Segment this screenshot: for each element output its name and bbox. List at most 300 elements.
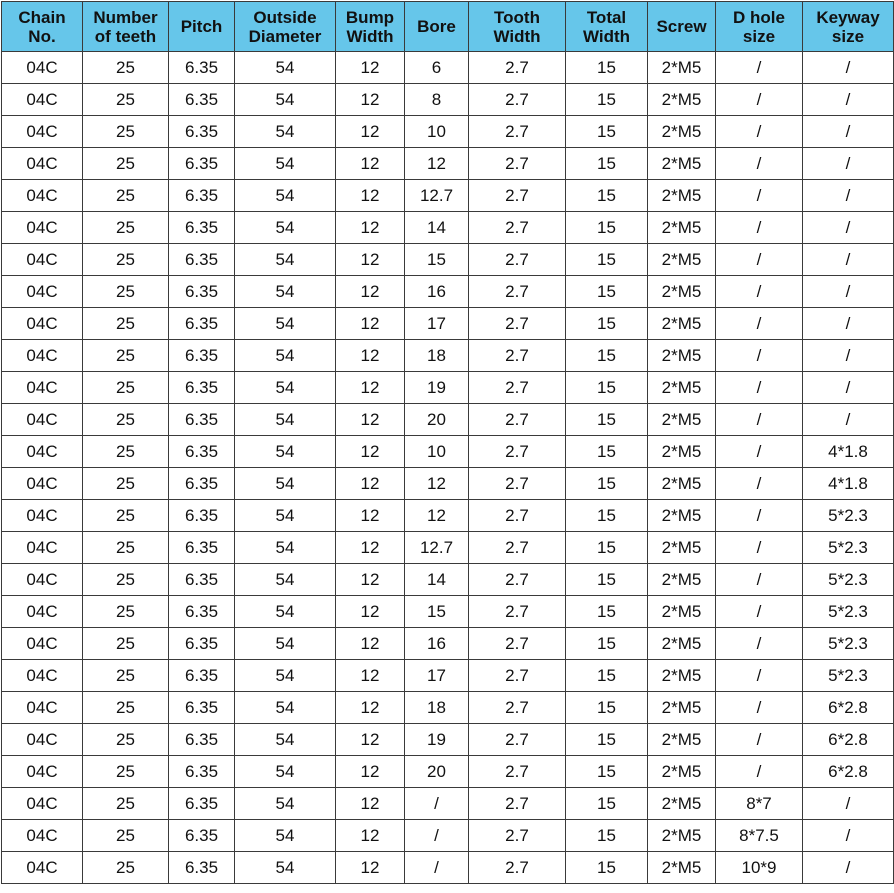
cell-keyway-size: / [803, 372, 894, 404]
cell-chain-no: 04C [2, 276, 83, 308]
cell-keyway-size: / [803, 244, 894, 276]
cell-tooth-width: 2.7 [469, 852, 566, 884]
cell-outside-diameter: 54 [235, 372, 336, 404]
cell-number-of-teeth: 25 [83, 212, 169, 244]
cell-d-hole-size: / [716, 148, 803, 180]
cell-d-hole-size: / [716, 180, 803, 212]
cell-bore: 20 [405, 756, 469, 788]
cell-d-hole-size: / [716, 468, 803, 500]
cell-total-width: 15 [566, 852, 648, 884]
cell-tooth-width: 2.7 [469, 692, 566, 724]
cell-tooth-width: 2.7 [469, 788, 566, 820]
cell-screw: 2*M5 [648, 404, 716, 436]
cell-chain-no: 04C [2, 308, 83, 340]
cell-tooth-width: 2.7 [469, 820, 566, 852]
cell-total-width: 15 [566, 468, 648, 500]
cell-chain-no: 04C [2, 628, 83, 660]
cell-number-of-teeth: 25 [83, 340, 169, 372]
cell-number-of-teeth: 25 [83, 52, 169, 84]
cell-bore: 20 [405, 404, 469, 436]
cell-tooth-width: 2.7 [469, 148, 566, 180]
cell-outside-diameter: 54 [235, 756, 336, 788]
cell-keyway-size: / [803, 404, 894, 436]
cell-screw: 2*M5 [648, 660, 716, 692]
table-row [2, 788, 894, 820]
cell-d-hole-size: / [716, 564, 803, 596]
cell-tooth-width: 2.7 [469, 180, 566, 212]
cell-screw: 2*M5 [648, 692, 716, 724]
cell-chain-no: 04C [2, 692, 83, 724]
cell-bump-width: 12 [336, 788, 405, 820]
cell-bore: 17 [405, 308, 469, 340]
cell-chain-no: 04C [2, 468, 83, 500]
cell-outside-diameter: 54 [235, 308, 336, 340]
cell-outside-diameter: 54 [235, 628, 336, 660]
cell-bore: 6 [405, 52, 469, 84]
cell-outside-diameter: 54 [235, 852, 336, 884]
table-row [2, 244, 894, 276]
cell-tooth-width: 2.7 [469, 596, 566, 628]
table-row [2, 276, 894, 308]
cell-bore: 14 [405, 564, 469, 596]
cell-pitch: 6.35 [169, 372, 235, 404]
cell-bore: 19 [405, 724, 469, 756]
cell-tooth-width: 2.7 [469, 468, 566, 500]
cell-bore: 12.7 [405, 532, 469, 564]
cell-screw: 2*M5 [648, 180, 716, 212]
col-header-d-hole-size: D hole size [716, 2, 803, 52]
cell-bump-width: 12 [336, 308, 405, 340]
cell-bump-width: 12 [336, 180, 405, 212]
cell-pitch: 6.35 [169, 756, 235, 788]
cell-d-hole-size: / [716, 308, 803, 340]
cell-bore: 12 [405, 148, 469, 180]
table-row [2, 148, 894, 180]
cell-chain-no: 04C [2, 852, 83, 884]
cell-outside-diameter: 54 [235, 276, 336, 308]
cell-chain-no: 04C [2, 148, 83, 180]
cell-pitch: 6.35 [169, 116, 235, 148]
cell-total-width: 15 [566, 788, 648, 820]
cell-bump-width: 12 [336, 500, 405, 532]
cell-number-of-teeth: 25 [83, 404, 169, 436]
cell-chain-no: 04C [2, 820, 83, 852]
cell-bore: 18 [405, 340, 469, 372]
cell-outside-diameter: 54 [235, 468, 336, 500]
cell-screw: 2*M5 [648, 596, 716, 628]
cell-screw: 2*M5 [648, 628, 716, 660]
col-header-bore: Bore [405, 2, 469, 52]
cell-keyway-size: 5*2.3 [803, 500, 894, 532]
cell-outside-diameter: 54 [235, 52, 336, 84]
cell-chain-no: 04C [2, 532, 83, 564]
cell-keyway-size: / [803, 52, 894, 84]
cell-screw: 2*M5 [648, 564, 716, 596]
table-row [2, 692, 894, 724]
cell-screw: 2*M5 [648, 852, 716, 884]
cell-total-width: 15 [566, 308, 648, 340]
cell-bore: / [405, 852, 469, 884]
cell-keyway-size: 5*2.3 [803, 660, 894, 692]
cell-outside-diameter: 54 [235, 500, 336, 532]
cell-total-width: 15 [566, 180, 648, 212]
col-header-bump-width: Bump Width [336, 2, 405, 52]
cell-chain-no: 04C [2, 116, 83, 148]
cell-total-width: 15 [566, 564, 648, 596]
cell-bump-width: 12 [336, 628, 405, 660]
cell-d-hole-size: / [716, 244, 803, 276]
cell-bump-width: 12 [336, 724, 405, 756]
cell-bump-width: 12 [336, 532, 405, 564]
cell-bore: 15 [405, 244, 469, 276]
cell-keyway-size: 5*2.3 [803, 596, 894, 628]
cell-bump-width: 12 [336, 84, 405, 116]
cell-total-width: 15 [566, 84, 648, 116]
cell-d-hole-size: / [716, 404, 803, 436]
cell-keyway-size: / [803, 852, 894, 884]
table-row [2, 756, 894, 788]
cell-bump-width: 12 [336, 52, 405, 84]
cell-chain-no: 04C [2, 756, 83, 788]
cell-outside-diameter: 54 [235, 244, 336, 276]
cell-total-width: 15 [566, 212, 648, 244]
cell-pitch: 6.35 [169, 660, 235, 692]
cell-bump-width: 12 [336, 244, 405, 276]
col-header-number-of-teeth: Number of teeth [83, 2, 169, 52]
cell-keyway-size: / [803, 340, 894, 372]
cell-number-of-teeth: 25 [83, 756, 169, 788]
cell-outside-diameter: 54 [235, 788, 336, 820]
header-row [2, 2, 894, 52]
table-row [2, 372, 894, 404]
cell-chain-no: 04C [2, 596, 83, 628]
cell-bump-width: 12 [336, 820, 405, 852]
cell-bump-width: 12 [336, 116, 405, 148]
cell-tooth-width: 2.7 [469, 404, 566, 436]
col-header-tooth-width: Tooth Width [469, 2, 566, 52]
cell-chain-no: 04C [2, 212, 83, 244]
cell-chain-no: 04C [2, 340, 83, 372]
table-row [2, 212, 894, 244]
cell-number-of-teeth: 25 [83, 852, 169, 884]
cell-bore: 10 [405, 116, 469, 148]
cell-bore: 12.7 [405, 180, 469, 212]
cell-number-of-teeth: 25 [83, 180, 169, 212]
cell-d-hole-size: / [716, 436, 803, 468]
cell-chain-no: 04C [2, 84, 83, 116]
cell-pitch: 6.35 [169, 500, 235, 532]
cell-chain-no: 04C [2, 788, 83, 820]
cell-keyway-size: / [803, 276, 894, 308]
cell-tooth-width: 2.7 [469, 564, 566, 596]
cell-screw: 2*M5 [648, 148, 716, 180]
table-body [2, 52, 894, 884]
cell-outside-diameter: 54 [235, 180, 336, 212]
cell-screw: 2*M5 [648, 52, 716, 84]
cell-keyway-size: / [803, 180, 894, 212]
cell-outside-diameter: 54 [235, 436, 336, 468]
cell-pitch: 6.35 [169, 84, 235, 116]
col-header-keyway-size: Keyway size [803, 2, 894, 52]
cell-bump-width: 12 [336, 404, 405, 436]
cell-number-of-teeth: 25 [83, 660, 169, 692]
cell-outside-diameter: 54 [235, 116, 336, 148]
cell-bore: 10 [405, 436, 469, 468]
cell-keyway-size: 6*2.8 [803, 692, 894, 724]
cell-pitch: 6.35 [169, 404, 235, 436]
cell-keyway-size: / [803, 148, 894, 180]
cell-bore: 17 [405, 660, 469, 692]
table-row [2, 660, 894, 692]
cell-outside-diameter: 54 [235, 212, 336, 244]
cell-total-width: 15 [566, 52, 648, 84]
cell-total-width: 15 [566, 660, 648, 692]
cell-d-hole-size: / [716, 52, 803, 84]
cell-total-width: 15 [566, 148, 648, 180]
cell-number-of-teeth: 25 [83, 564, 169, 596]
table-row [2, 564, 894, 596]
cell-d-hole-size: / [716, 212, 803, 244]
cell-chain-no: 04C [2, 52, 83, 84]
cell-screw: 2*M5 [648, 724, 716, 756]
cell-outside-diameter: 54 [235, 564, 336, 596]
cell-bump-width: 12 [336, 468, 405, 500]
cell-screw: 2*M5 [648, 820, 716, 852]
cell-screw: 2*M5 [648, 788, 716, 820]
cell-tooth-width: 2.7 [469, 212, 566, 244]
table-row [2, 180, 894, 212]
cell-bump-width: 12 [336, 276, 405, 308]
cell-bore: 16 [405, 276, 469, 308]
cell-chain-no: 04C [2, 564, 83, 596]
cell-total-width: 15 [566, 372, 648, 404]
table-row [2, 116, 894, 148]
cell-bore: 19 [405, 372, 469, 404]
cell-pitch: 6.35 [169, 52, 235, 84]
cell-d-hole-size: / [716, 116, 803, 148]
col-header-screw: Screw [648, 2, 716, 52]
table-row [2, 628, 894, 660]
cell-d-hole-size: / [716, 692, 803, 724]
cell-d-hole-size: / [716, 532, 803, 564]
cell-number-of-teeth: 25 [83, 116, 169, 148]
cell-number-of-teeth: 25 [83, 500, 169, 532]
cell-bore: 12 [405, 468, 469, 500]
cell-screw: 2*M5 [648, 212, 716, 244]
table-row [2, 468, 894, 500]
col-header-pitch: Pitch [169, 2, 235, 52]
cell-pitch: 6.35 [169, 276, 235, 308]
spec-table [1, 1, 894, 884]
cell-pitch: 6.35 [169, 468, 235, 500]
cell-keyway-size: / [803, 788, 894, 820]
cell-outside-diameter: 54 [235, 148, 336, 180]
cell-keyway-size: / [803, 820, 894, 852]
table-row [2, 436, 894, 468]
cell-screw: 2*M5 [648, 276, 716, 308]
cell-d-hole-size: / [716, 596, 803, 628]
table-row [2, 52, 894, 84]
cell-d-hole-size: / [716, 84, 803, 116]
cell-bump-width: 12 [336, 852, 405, 884]
cell-pitch: 6.35 [169, 564, 235, 596]
cell-d-hole-size: / [716, 340, 803, 372]
cell-total-width: 15 [566, 532, 648, 564]
cell-bump-width: 12 [336, 340, 405, 372]
cell-number-of-teeth: 25 [83, 308, 169, 340]
cell-screw: 2*M5 [648, 308, 716, 340]
cell-bore: / [405, 788, 469, 820]
cell-tooth-width: 2.7 [469, 756, 566, 788]
cell-number-of-teeth: 25 [83, 628, 169, 660]
cell-outside-diameter: 54 [235, 692, 336, 724]
cell-screw: 2*M5 [648, 756, 716, 788]
cell-tooth-width: 2.7 [469, 436, 566, 468]
cell-tooth-width: 2.7 [469, 116, 566, 148]
cell-screw: 2*M5 [648, 116, 716, 148]
cell-total-width: 15 [566, 724, 648, 756]
cell-chain-no: 04C [2, 244, 83, 276]
cell-chain-no: 04C [2, 436, 83, 468]
col-header-total-width: Total Width [566, 2, 648, 52]
cell-chain-no: 04C [2, 724, 83, 756]
cell-total-width: 15 [566, 404, 648, 436]
cell-keyway-size: 6*2.8 [803, 724, 894, 756]
cell-pitch: 6.35 [169, 788, 235, 820]
cell-tooth-width: 2.7 [469, 52, 566, 84]
cell-screw: 2*M5 [648, 500, 716, 532]
cell-d-hole-size: 8*7.5 [716, 820, 803, 852]
cell-tooth-width: 2.7 [469, 84, 566, 116]
cell-number-of-teeth: 25 [83, 84, 169, 116]
cell-tooth-width: 2.7 [469, 308, 566, 340]
cell-bore: 15 [405, 596, 469, 628]
cell-bump-width: 12 [336, 596, 405, 628]
cell-tooth-width: 2.7 [469, 628, 566, 660]
cell-pitch: 6.35 [169, 852, 235, 884]
cell-number-of-teeth: 25 [83, 820, 169, 852]
cell-bore: 14 [405, 212, 469, 244]
cell-pitch: 6.35 [169, 148, 235, 180]
table-row [2, 724, 894, 756]
cell-keyway-size: 5*2.3 [803, 628, 894, 660]
cell-number-of-teeth: 25 [83, 724, 169, 756]
cell-keyway-size: / [803, 116, 894, 148]
cell-outside-diameter: 54 [235, 596, 336, 628]
cell-outside-diameter: 54 [235, 660, 336, 692]
cell-chain-no: 04C [2, 500, 83, 532]
cell-total-width: 15 [566, 820, 648, 852]
cell-pitch: 6.35 [169, 340, 235, 372]
cell-outside-diameter: 54 [235, 532, 336, 564]
cell-pitch: 6.35 [169, 212, 235, 244]
cell-tooth-width: 2.7 [469, 372, 566, 404]
cell-keyway-size: 4*1.8 [803, 436, 894, 468]
table-row [2, 500, 894, 532]
cell-tooth-width: 2.7 [469, 500, 566, 532]
table-row [2, 820, 894, 852]
cell-bump-width: 12 [336, 756, 405, 788]
cell-pitch: 6.35 [169, 724, 235, 756]
cell-total-width: 15 [566, 340, 648, 372]
cell-number-of-teeth: 25 [83, 148, 169, 180]
cell-tooth-width: 2.7 [469, 340, 566, 372]
cell-total-width: 15 [566, 436, 648, 468]
cell-d-hole-size: / [716, 724, 803, 756]
cell-d-hole-size: / [716, 756, 803, 788]
cell-pitch: 6.35 [169, 692, 235, 724]
cell-outside-diameter: 54 [235, 340, 336, 372]
cell-number-of-teeth: 25 [83, 436, 169, 468]
cell-screw: 2*M5 [648, 532, 716, 564]
cell-total-width: 15 [566, 756, 648, 788]
cell-keyway-size: / [803, 212, 894, 244]
cell-d-hole-size: / [716, 372, 803, 404]
cell-number-of-teeth: 25 [83, 692, 169, 724]
cell-pitch: 6.35 [169, 628, 235, 660]
cell-d-hole-size: / [716, 628, 803, 660]
cell-total-width: 15 [566, 276, 648, 308]
cell-keyway-size: / [803, 84, 894, 116]
table-row [2, 84, 894, 116]
table-row [2, 404, 894, 436]
table-header [2, 2, 894, 52]
cell-bore: 16 [405, 628, 469, 660]
cell-number-of-teeth: 25 [83, 468, 169, 500]
cell-number-of-teeth: 25 [83, 276, 169, 308]
cell-tooth-width: 2.7 [469, 244, 566, 276]
col-header-chain-no: Chain No. [2, 2, 83, 52]
cell-keyway-size: 5*2.3 [803, 564, 894, 596]
table-row [2, 532, 894, 564]
cell-d-hole-size: 10*9 [716, 852, 803, 884]
cell-number-of-teeth: 25 [83, 596, 169, 628]
cell-screw: 2*M5 [648, 436, 716, 468]
cell-bump-width: 12 [336, 212, 405, 244]
cell-number-of-teeth: 25 [83, 532, 169, 564]
cell-pitch: 6.35 [169, 436, 235, 468]
cell-bore: 12 [405, 500, 469, 532]
cell-chain-no: 04C [2, 660, 83, 692]
cell-pitch: 6.35 [169, 308, 235, 340]
cell-bore: / [405, 820, 469, 852]
cell-d-hole-size: / [716, 500, 803, 532]
cell-keyway-size: 4*1.8 [803, 468, 894, 500]
cell-outside-diameter: 54 [235, 404, 336, 436]
cell-screw: 2*M5 [648, 468, 716, 500]
cell-pitch: 6.35 [169, 532, 235, 564]
cell-bump-width: 12 [336, 660, 405, 692]
cell-total-width: 15 [566, 244, 648, 276]
cell-total-width: 15 [566, 596, 648, 628]
table-row [2, 308, 894, 340]
cell-screw: 2*M5 [648, 372, 716, 404]
cell-screw: 2*M5 [648, 244, 716, 276]
cell-pitch: 6.35 [169, 820, 235, 852]
cell-bump-width: 12 [336, 564, 405, 596]
cell-total-width: 15 [566, 628, 648, 660]
cell-bore: 8 [405, 84, 469, 116]
cell-keyway-size: 6*2.8 [803, 756, 894, 788]
cell-tooth-width: 2.7 [469, 660, 566, 692]
cell-total-width: 15 [566, 116, 648, 148]
cell-number-of-teeth: 25 [83, 372, 169, 404]
cell-keyway-size: / [803, 308, 894, 340]
cell-pitch: 6.35 [169, 180, 235, 212]
cell-d-hole-size: 8*7 [716, 788, 803, 820]
cell-tooth-width: 2.7 [469, 276, 566, 308]
cell-chain-no: 04C [2, 404, 83, 436]
